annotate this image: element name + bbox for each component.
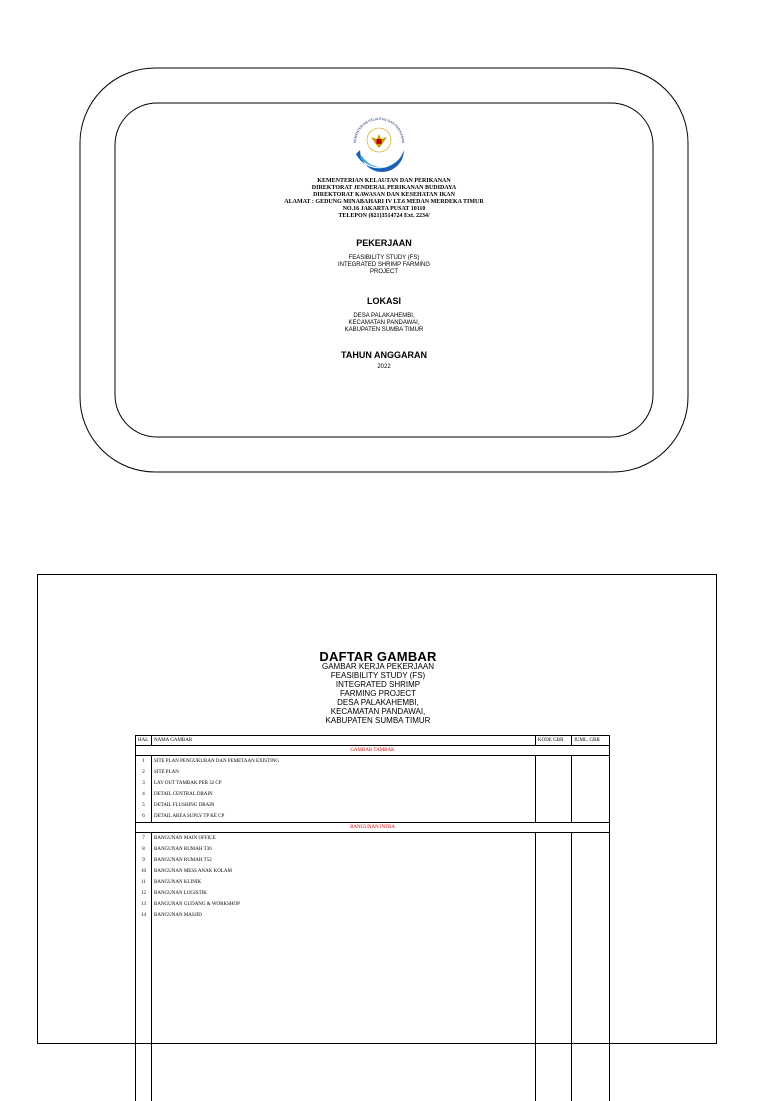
lokasi-line: KECAMATAN PANDAWAI, bbox=[348, 320, 420, 326]
row-number: 7 bbox=[136, 833, 152, 845]
row-kode bbox=[536, 877, 572, 888]
row-jumlah bbox=[572, 844, 610, 855]
ministry-logo bbox=[346, 110, 412, 176]
table-header-row bbox=[136, 736, 610, 746]
table-row bbox=[136, 855, 610, 866]
row-kode bbox=[536, 866, 572, 877]
institution-line: DIREKTORAT KAWASAN DAN KESEHATAN IKAN bbox=[313, 192, 455, 198]
row-jumlah bbox=[572, 778, 610, 789]
row-drawing-name: DETAIL AREA SUPLY TP KE CP bbox=[152, 811, 536, 823]
table-row bbox=[136, 877, 610, 888]
institution-header bbox=[200, 178, 568, 220]
table-row bbox=[136, 789, 610, 800]
subtitle-line: KECAMATAN PANDAWAI, bbox=[330, 707, 426, 716]
row-number: 10 bbox=[136, 866, 152, 877]
row-drawing-name: SITE PLAN bbox=[152, 767, 536, 778]
group-header-row bbox=[136, 823, 610, 833]
col-header-juml-gbr: JUML. GBR bbox=[572, 736, 610, 746]
row-number: 9 bbox=[136, 855, 152, 866]
row-jumlah bbox=[572, 866, 610, 877]
row-kode bbox=[536, 899, 572, 910]
row-drawing-name: BANGUNAN GUDANG & WORKSHOP bbox=[152, 899, 536, 910]
col-header-nama-gambar: NAMA GAMBAR bbox=[152, 736, 536, 746]
row-jumlah bbox=[572, 855, 610, 866]
row-number: 5 bbox=[136, 800, 152, 811]
lokasi-line: KABUPATEN SUMBA TIMUR bbox=[344, 327, 424, 333]
subtitle-line: FARMING PROJECT bbox=[339, 689, 416, 698]
table-row bbox=[136, 833, 610, 845]
row-drawing-name: SITE PLAN PENGUKURAN DAN PEMETAAN EXISTING bbox=[152, 756, 536, 768]
daftar-gambar-title: DAFTAR GAMBAR bbox=[319, 649, 437, 664]
pekerjaan-text bbox=[200, 255, 568, 276]
group-header-row bbox=[136, 746, 610, 756]
table-row bbox=[136, 800, 610, 811]
pekerjaan-title: PEKERJAAN bbox=[356, 238, 412, 248]
subtitle-line: INTEGRATED SHRIMP bbox=[335, 680, 421, 689]
institution-line: TELEPON (021)3514724 Ext. 2234/ bbox=[338, 213, 430, 219]
row-drawing-name: BANGUNAN MASJID bbox=[152, 910, 536, 921]
row-number: 14 bbox=[136, 910, 152, 921]
subtitle-line: DESA PALAKAHEMBI, bbox=[337, 698, 419, 707]
row-number: 1 bbox=[136, 756, 152, 768]
lokasi-line: DESA PALAKAHEMBI, bbox=[353, 313, 415, 319]
row-kode bbox=[536, 844, 572, 855]
institution-line: ALAMAT : GEDUNG MINABAHARI IV LT.6 MEDAN MERDEKA TIMUR bbox=[284, 199, 484, 205]
group-title: GAMBAR TAMBAK bbox=[136, 746, 610, 756]
row-drawing-name: DETAIL CENTRAL DRAIN bbox=[152, 789, 536, 800]
drawing-list-sheet bbox=[37, 574, 717, 1044]
subtitle-line: FEASIBILITY STUDY (FS) bbox=[330, 671, 426, 680]
table-row bbox=[136, 899, 610, 910]
drawing-list-table bbox=[135, 735, 610, 1101]
row-jumlah bbox=[572, 833, 610, 845]
table-row bbox=[136, 778, 610, 789]
row-drawing-name: BANGUNAN KLINIK bbox=[152, 877, 536, 888]
row-drawing-name: DETAIL FLUSHING DRAIN bbox=[152, 800, 536, 811]
row-number: 8 bbox=[136, 844, 152, 855]
row-jumlah bbox=[572, 910, 610, 921]
institution-line: KEMENTERIAN KELAUTAN DAN PERIKANAN bbox=[317, 178, 451, 184]
row-kode bbox=[536, 855, 572, 866]
institution-line: DIREKTORAT JENDERAL PERIKANAN BUDIDAYA bbox=[311, 185, 457, 191]
tahun-anggaran-title: TAHUN ANGGARAN bbox=[341, 350, 427, 360]
subtitle-line: GAMBAR KERJA PEKERJAAN bbox=[321, 662, 435, 671]
table-row bbox=[136, 888, 610, 899]
row-jumlah bbox=[572, 800, 610, 811]
institution-line: NO.16 JAKARTA PUSAT 10110 bbox=[342, 206, 426, 212]
table-empty-space bbox=[136, 921, 610, 1101]
row-jumlah bbox=[572, 756, 610, 768]
group-title: BANGUNAN INFRA bbox=[136, 823, 610, 833]
table-row bbox=[136, 767, 610, 778]
row-number: 13 bbox=[136, 899, 152, 910]
subtitle-line: KABUPATEN SUMBA TIMUR bbox=[325, 716, 431, 725]
row-jumlah bbox=[572, 888, 610, 899]
pekerjaan-line: PROJECT bbox=[369, 269, 398, 275]
row-number: 4 bbox=[136, 789, 152, 800]
table-row bbox=[136, 756, 610, 768]
table-row bbox=[136, 811, 610, 823]
logo-text: KEMENTERIAN KELAUTAN DAN PERIKANAN bbox=[352, 116, 406, 144]
row-drawing-name: BANGUNAN LOGISTIK bbox=[152, 888, 536, 899]
row-drawing-name: BANGUNAN MESS ANAK KOLAM bbox=[152, 866, 536, 877]
table-row bbox=[136, 866, 610, 877]
table-row bbox=[136, 844, 610, 855]
lokasi-title: LOKASI bbox=[366, 296, 401, 306]
row-drawing-name: LAY OUT TAMBAK PER 32 CP bbox=[152, 778, 536, 789]
col-header-kode-gbr: KODE GBR bbox=[536, 736, 572, 746]
row-number: 3 bbox=[136, 778, 152, 789]
row-jumlah bbox=[572, 789, 610, 800]
row-kode bbox=[536, 800, 572, 811]
row-drawing-name: BANGUNAN RUMAH T36 bbox=[152, 844, 536, 855]
col-header-hal: HAL bbox=[136, 736, 152, 746]
row-jumlah bbox=[572, 877, 610, 888]
row-number: 12 bbox=[136, 888, 152, 899]
row-drawing-name: BANGUNAN MAIN OFFICE bbox=[152, 833, 536, 845]
daftar-gambar-subtitle bbox=[38, 662, 718, 725]
row-drawing-name: BANGUNAN RUMAH T52 bbox=[152, 855, 536, 866]
row-kode bbox=[536, 910, 572, 921]
table-row bbox=[136, 910, 610, 921]
row-number: 2 bbox=[136, 767, 152, 778]
row-kode bbox=[536, 811, 572, 823]
lokasi-text bbox=[200, 313, 568, 334]
row-kode bbox=[536, 767, 572, 778]
row-kode bbox=[536, 789, 572, 800]
pekerjaan-line: FEASIBILITY STUDY (FS) bbox=[348, 255, 420, 261]
row-number: 6 bbox=[136, 811, 152, 823]
row-jumlah bbox=[572, 899, 610, 910]
row-kode bbox=[536, 778, 572, 789]
pekerjaan-line: INTEGRATED SHRIMP FARMING bbox=[337, 262, 431, 268]
row-jumlah bbox=[572, 767, 610, 778]
row-number: 11 bbox=[136, 877, 152, 888]
row-kode bbox=[536, 833, 572, 845]
tahun-anggaran-value: 2022 bbox=[377, 364, 391, 370]
row-kode bbox=[536, 756, 572, 768]
row-jumlah bbox=[572, 811, 610, 823]
row-kode bbox=[536, 888, 572, 899]
